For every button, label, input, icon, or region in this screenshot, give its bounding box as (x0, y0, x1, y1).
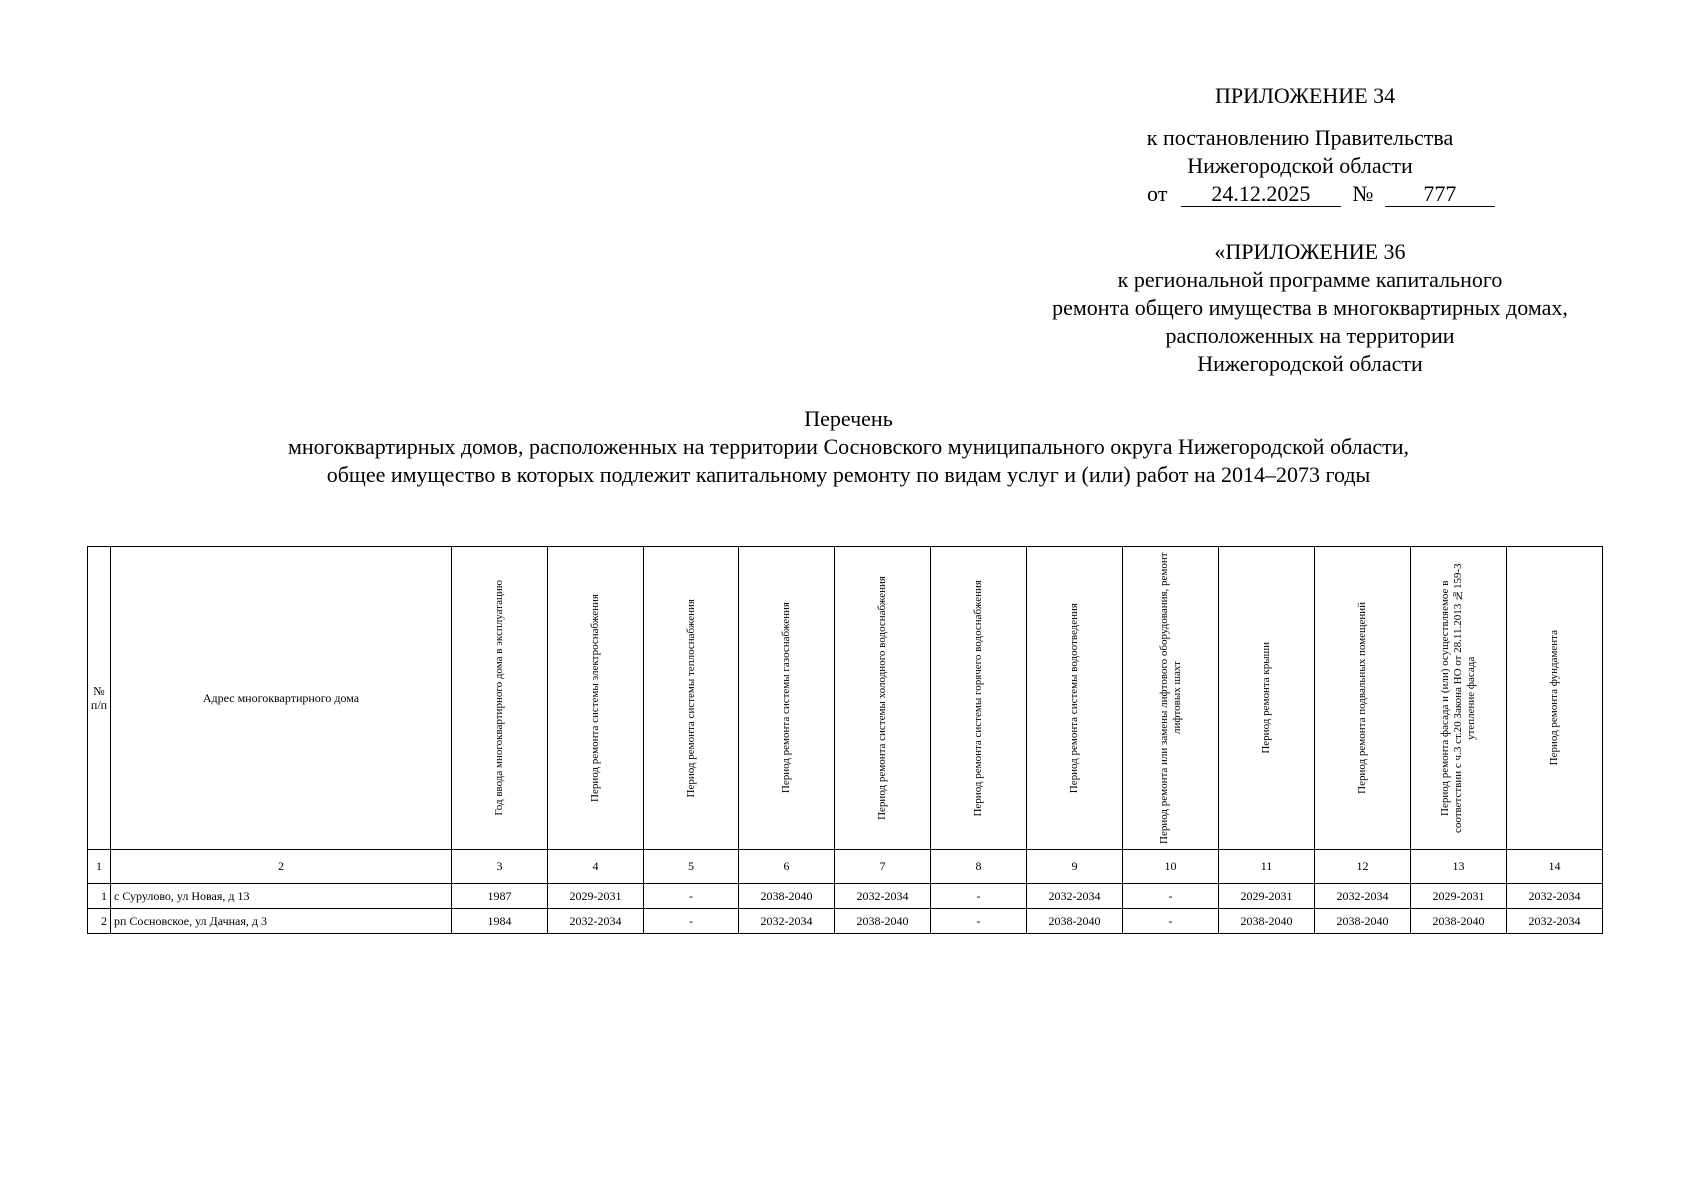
foundation-cell: 2032-2034 (1507, 884, 1603, 909)
roof-cell: 2029-2031 (1219, 884, 1315, 909)
column-header-hot-water (931, 547, 1027, 850)
column-header-sewerage (1027, 547, 1123, 850)
column-header-foundation-label: Период ремонта фундамента (1548, 630, 1560, 766)
program-line-3: ремонта общего имущества в многоквартирных домах, (1052, 295, 1568, 320)
column-header-heating (644, 547, 739, 850)
from-label: от (1147, 181, 1168, 206)
column-header-gas-label: Период ремонта системы газоснабжения (780, 602, 792, 794)
decree-reference (1125, 124, 1475, 180)
facade-cell: 2038-2040 (1411, 909, 1507, 934)
appendix-34-heading: ПРИЛОЖЕНИЕ 34 (1215, 83, 1396, 108)
column-number: 10 (1123, 850, 1219, 884)
program-line-5: Нижегородской области (1197, 351, 1423, 376)
facade-cell: 2029-2031 (1411, 884, 1507, 909)
gas-cell: 2038-2040 (739, 884, 835, 909)
title-line-2: многоквартирных домов, расположенных на территории Сосновского муниципального округа Нижегородской области, (287, 434, 1409, 459)
roof-cell: 2038-2040 (1219, 909, 1315, 934)
column-header-gas (739, 547, 835, 850)
column-header-electric (548, 547, 644, 850)
column-number: 6 (739, 850, 835, 884)
column-header-year-label: Год ввода многоквартирного дома в эксплуатацию (493, 580, 505, 816)
column-number-row (88, 850, 1603, 884)
column-header-elevator-label: Период ремонта или замены лифтового оборудования, ремонт лифтовых шахт (1157, 552, 1183, 844)
program-line-4: расположенных на территории (1165, 323, 1455, 348)
column-number: 8 (931, 850, 1027, 884)
hot-water-cell: - (931, 909, 1027, 934)
year-cell: 1987 (452, 884, 548, 909)
column-header-basement-label: Период ремонта подвальных помещений (1356, 602, 1368, 794)
program-line-1: «ПРИЛОЖЕНИЕ 36 (1214, 239, 1406, 264)
sewerage-cell: 2032-2034 (1027, 884, 1123, 909)
heating-cell: - (644, 909, 739, 934)
column-number: 9 (1027, 850, 1123, 884)
column-header-foundation (1507, 547, 1603, 850)
gas-cell: 2032-2034 (739, 909, 835, 934)
column-header-elevator (1123, 547, 1219, 850)
title-line-3: общее имущество в которых подлежит капитальному ремонту по видам услуг и (или) работ на 2014–2073 годы (326, 462, 1371, 487)
electric-cell: 2029-2031 (548, 884, 644, 909)
column-header-electric-label: Период ремонта системы электроснабжения (589, 594, 601, 802)
column-header-basement (1315, 547, 1411, 850)
column-number: 12 (1315, 850, 1411, 884)
column-number: 4 (548, 850, 644, 884)
column-header-address: Адрес многоквартирного дома (111, 547, 452, 850)
column-header-cold-water (835, 547, 931, 850)
decree-date-field: 24.12.2025 (1181, 182, 1341, 207)
column-number: 7 (835, 850, 931, 884)
address-cell: с Сурулово, ул Новая, д 13 (111, 884, 452, 909)
column-header-facade (1411, 547, 1507, 850)
column-header-number: № п/п (88, 547, 111, 850)
row-number-cell: 1 (88, 884, 111, 909)
column-number: 14 (1507, 850, 1603, 884)
sewerage-cell: 2038-2040 (1027, 909, 1123, 934)
basement-cell: 2038-2040 (1315, 909, 1411, 934)
program-line-2: к региональной программе капитального (1117, 267, 1503, 292)
column-number: 11 (1219, 850, 1315, 884)
decree-line-2: Нижегородской области (1187, 153, 1413, 178)
heating-cell: - (644, 884, 739, 909)
decree-number-field: 777 (1385, 182, 1495, 207)
electric-cell: 2032-2034 (548, 909, 644, 934)
foundation-cell: 2032-2034 (1507, 909, 1603, 934)
column-number: 5 (644, 850, 739, 884)
decree-date-number-line (1147, 180, 1495, 208)
table-row (88, 884, 1603, 909)
decree-line-1: к постановлению Правительства (1146, 125, 1454, 150)
column-header-facade-label: Период ремонта фасада и (или) осуществляемое в соответствии с ч.3 ст.20 Закона НО от 28.11.2013 №159-З утепление фасада (1439, 563, 1477, 833)
document-title (0, 405, 1697, 489)
column-header-hot-water-label: Период ремонта системы горячего водоснабжения (972, 579, 984, 817)
table-row (88, 909, 1603, 934)
cold-water-cell: 2032-2034 (835, 884, 931, 909)
hot-water-cell: - (931, 884, 1027, 909)
column-number: 3 (452, 850, 548, 884)
column-number: 1 (88, 850, 111, 884)
column-header-heating-label: Период ремонта системы теплоснабжения (684, 598, 697, 798)
elevator-cell: - (1123, 909, 1219, 934)
column-header-sewerage-label: Период ремонта системы водоотведения (1068, 602, 1080, 794)
number-label: № (1352, 181, 1374, 206)
column-header-year (452, 547, 548, 850)
table-header-row (88, 547, 1603, 850)
basement-cell: 2032-2034 (1315, 884, 1411, 909)
program-appendix-block (1010, 238, 1610, 378)
row-number-cell: 2 (88, 909, 111, 934)
column-number: 2 (111, 850, 452, 884)
year-cell: 1984 (452, 909, 548, 934)
column-header-cold-water-label: Период ремонта системы холодного водоснабжения (876, 576, 888, 820)
title-line-1: Перечень (804, 406, 893, 431)
repair-schedule-table (87, 546, 1603, 934)
column-number: 13 (1411, 850, 1507, 884)
column-header-roof (1219, 547, 1315, 850)
column-header-roof-label: Период ремонта крыши (1260, 642, 1272, 754)
cold-water-cell: 2038-2040 (835, 909, 931, 934)
elevator-cell: - (1123, 884, 1219, 909)
address-cell: рп Сосновское, ул Дачная, д 3 (111, 909, 452, 934)
